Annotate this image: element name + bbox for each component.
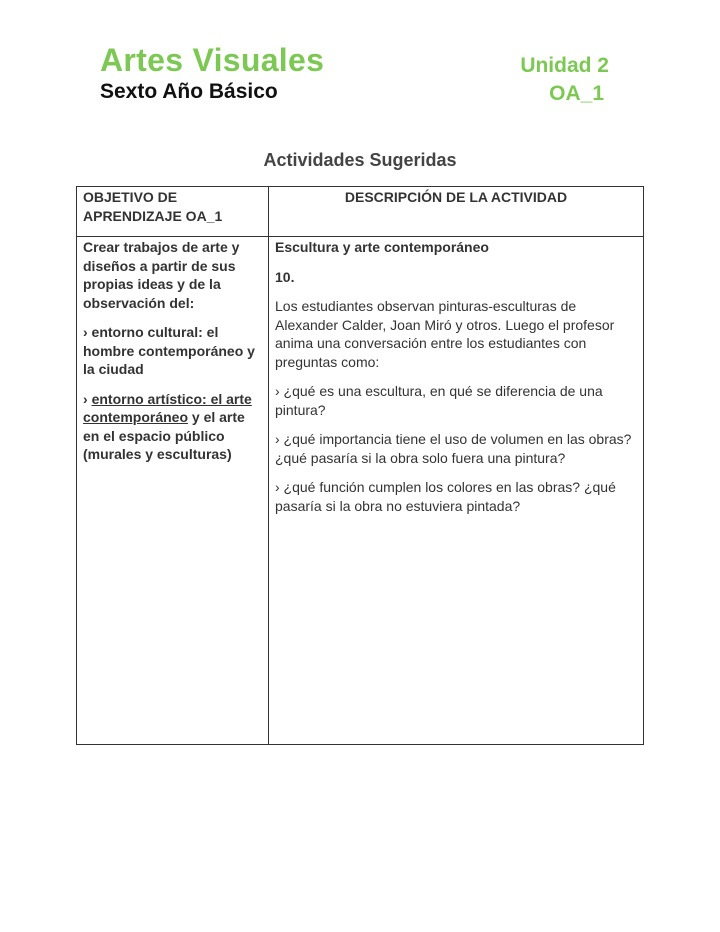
activity-question: › ¿qué importancia tiene el uso de volumen en las obras? ¿qué pasaría si la obra solo fuera una pintura? bbox=[275, 431, 632, 466]
oa-label: OA_1 bbox=[549, 82, 604, 105]
section-title: Actividades Sugeridas bbox=[263, 150, 457, 170]
grade-subtitle: Sexto Año Básico bbox=[100, 80, 278, 103]
activity-question: › ¿qué es una escultura, en qué se diferencia de una pintura? bbox=[275, 383, 603, 418]
unit-label: Unidad 2 bbox=[520, 54, 609, 77]
objective-cell bbox=[77, 237, 269, 745]
objective-item-rest: y el arte en el espacio público (murales y esculturas) bbox=[83, 409, 245, 462]
document-title: Artes Visuales bbox=[100, 42, 325, 78]
description-header: DESCRIPCIÓN DE LA ACTIVIDAD bbox=[269, 187, 644, 237]
activity-question: › ¿qué función cumplen los colores en las obras? ¿qué pasaría si la obra no estuviera pintada? bbox=[275, 479, 616, 514]
table-header-row bbox=[77, 187, 644, 237]
activity-cell bbox=[269, 237, 644, 745]
bullet: › bbox=[83, 390, 92, 407]
objective-header: OBJETIVO DE APRENDIZAJE OA_1 bbox=[77, 187, 269, 237]
activity-number: 10. bbox=[275, 268, 295, 285]
objective-item-cultural: › entorno cultural: el hombre contemporáneo y la ciudad bbox=[83, 324, 255, 377]
objective-intro: Crear trabajos de arte y diseños a partir de sus propias ideas y de la observación del: bbox=[83, 239, 240, 311]
activity-description: Los estudiantes observan pinturas-esculturas de Alexander Calder, Joan Miró y otros. Luego el profesor anima una conversación entre los estudiantes con preguntas como: bbox=[275, 298, 615, 370]
activity-title: Escultura y arte contemporáneo bbox=[275, 239, 489, 255]
underlined-text: entorno artístico: el arte contemporáneo bbox=[83, 390, 252, 425]
activities-table bbox=[76, 186, 644, 745]
objective-item-artistic bbox=[83, 390, 262, 464]
table-row bbox=[77, 237, 644, 745]
